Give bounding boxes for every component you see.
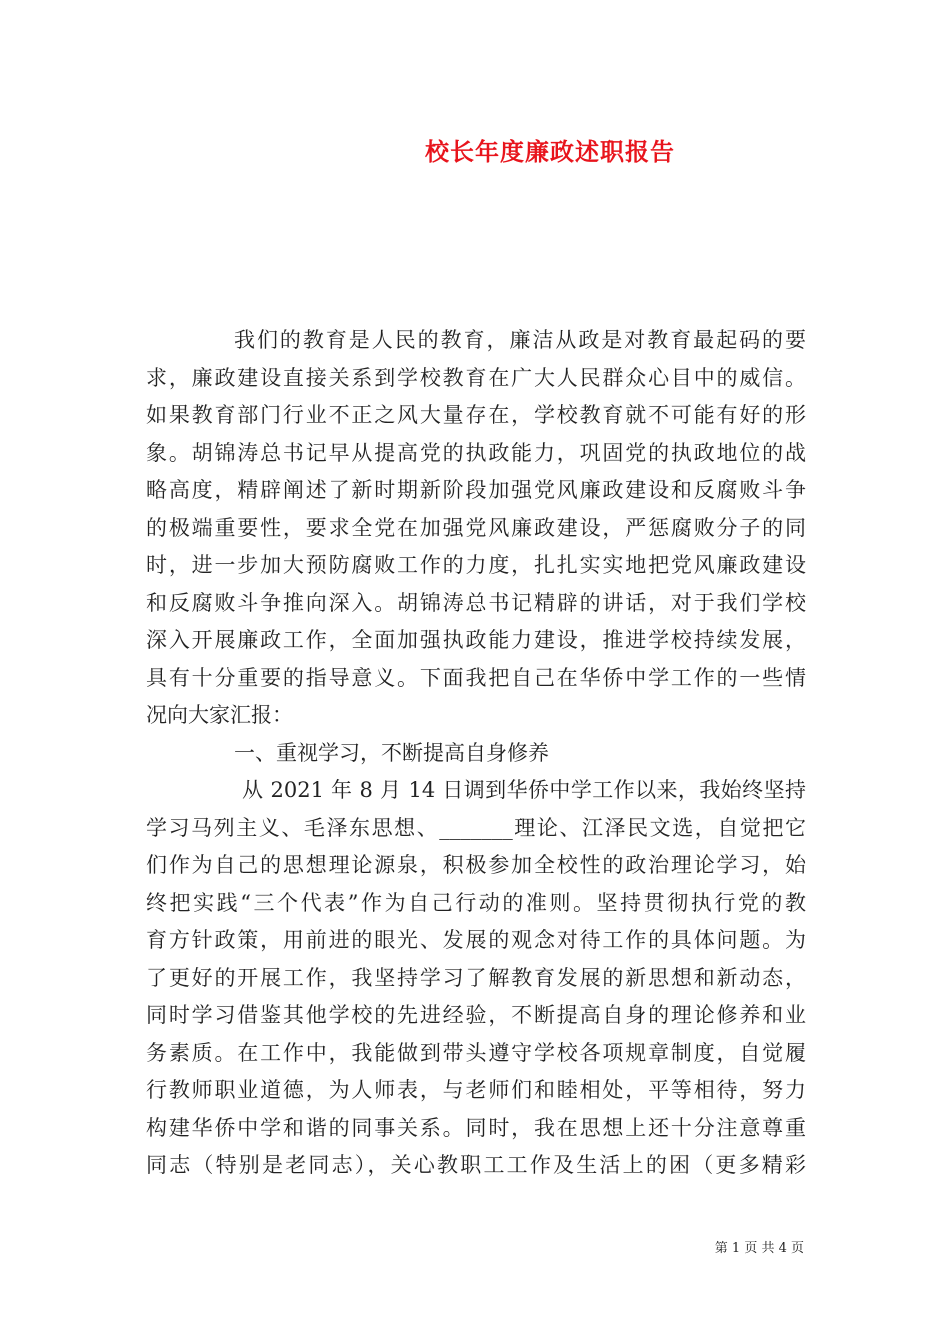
page-number: 第 1 页 共 4 页 xyxy=(714,1241,804,1256)
paragraph-line: 略高度，精辟阐述了新时期新阶段加强党风廉政建设和反腐败斗争 xyxy=(146,478,806,502)
paragraph-line: 从 2021 年 8 月 14 日调到华侨中学工作以来，我始终坚持 xyxy=(242,778,806,802)
paragraph-line: 终把实践“三个代表”作为自己行动的准则。坚持贯彻执行党的教 xyxy=(146,890,806,915)
paragraph-line: 构建华侨中学和谐的同事关系。同时，我在思想上还十分注意尊重 xyxy=(146,1115,806,1140)
paragraph-line: 时，进一步加大预防腐败工作的力度，扎扎实实地把党风廉政建设 xyxy=(146,553,806,577)
paragraph-line: 行教师职业道德，为人师表，与老师们和睦相处，平等相待，努力 xyxy=(146,1078,806,1102)
paragraph-line: 深入开展廉政工作，全面加强执政能力建设，推进学校持续发展， xyxy=(146,628,806,652)
paragraph-line: 况向大家汇报： xyxy=(146,703,293,727)
paragraph-line: 象。胡锦涛总书记早从提高党的执政能力，巩固党的执政地位的战 xyxy=(146,440,806,465)
paragraph-line: 具有十分重要的指导意义。下面我把自己在华侨中学工作的一些情 xyxy=(146,665,806,690)
document-body xyxy=(146,322,806,1185)
paragraph-line: 们作为自己的思想理论源泉，积极参加全校性的政治理论学习，始 xyxy=(146,853,806,877)
paragraph-line: 同志（特别是老同志），关心教职工工作及生活上的困（更多精彩 xyxy=(146,1153,806,1177)
paragraph-line: 同时学习借鉴其他学校的先进经验，不断提高自身的理论修养和业 xyxy=(146,1003,806,1027)
paragraph-line: 我们的教育是人民的教育，廉洁从政是对教育最起码的要 xyxy=(234,328,806,352)
paragraph-line: 的极端重要性，要求全党在加强党风廉政建设，严惩腐败分子的同 xyxy=(146,515,806,540)
paragraph-line: 如果教育部门行业不正之风大量存在，学校教育就不可能有好的形 xyxy=(146,403,806,427)
paragraph-line: 求，廉政建设直接关系到学校教育在广大人民群众心目中的威信。 xyxy=(146,365,806,390)
paragraph-line: 和反腐败斗争推向深入。胡锦涛总书记精辟的讲话，对于我们学校 xyxy=(146,590,806,615)
document-title: 校长年度廉政述职报告 xyxy=(425,137,675,166)
paragraph-line: 务素质。在工作中，我能做到带头遵守学校各项规章制度，自觉履 xyxy=(146,1040,806,1065)
section-heading: 一、重视学习，不断提高自身修养 xyxy=(234,740,549,765)
paragraph-line: 学习马列主义、毛泽东思想、_______理论、江泽民文选，自觉把它 xyxy=(146,815,806,840)
paragraph-line: 了更好的开展工作，我坚持学习了解教育发展的新思想和新动态， xyxy=(146,965,806,990)
paragraph-line: 育方针政策，用前进的眼光、发展的观念对待工作的具体问题。为 xyxy=(146,928,806,952)
